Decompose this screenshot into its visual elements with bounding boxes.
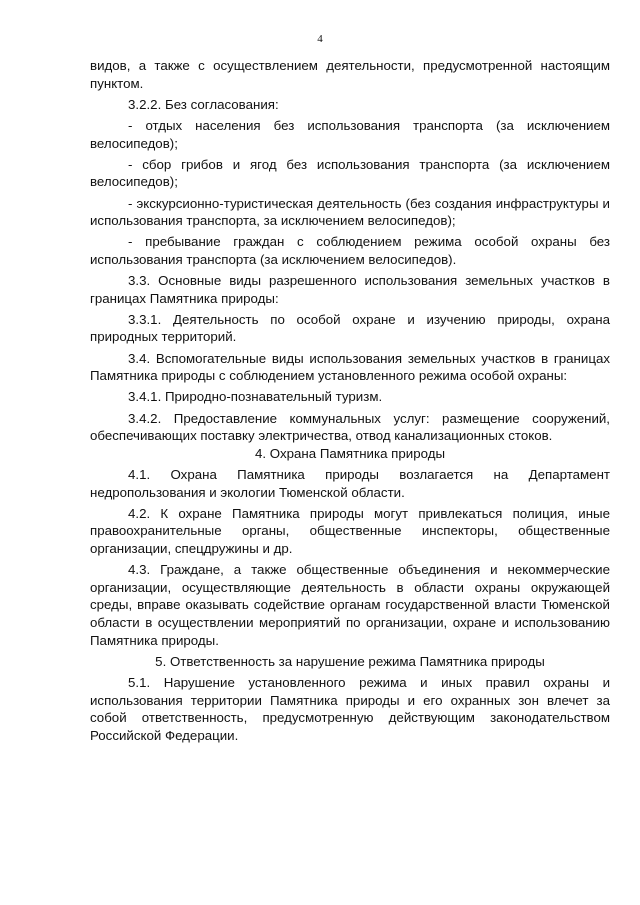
list-item-recreation: - отдых населения без использования транспорта (за исключением велосипедов); [90,117,610,151]
section-heading-4: 4. Охрана Памятника природы [254,445,446,461]
paragraph-3-2-2: 3.2.2. Без согласования: [128,96,279,112]
document-body [90,57,610,748]
paragraph-4-1: 4.1. Охрана Памятника природы возлагается на Департамент недропользования и экологии Тюменской области. [90,467,610,500]
paragraph-5-1: 5.1. Нарушение установленного режима и иных правил охраны и использования территории Памятника природы и его охранных зон влечет за собой ответственность, предусмотренную действующим законодательством Российской Федерации. [90,674,610,743]
list-item-citizen-stay: - пребывание граждан с соблюдением режима особой охраны без использования транспорта (за исключением велосипедов). [90,234,610,267]
page-number: 4 [317,33,323,45]
paragraph-3-4: 3.4. Вспомогательные виды использования земельных участков в границах Памятника природы с соблюдением установленного режима особой охраны: [90,350,610,384]
section-heading-5: 5. Ответственность за нарушение режима Памятника природы [155,653,545,669]
list-item-mushrooms-berries: - сбор грибов и ягод без использования транспорта (за исключением велосипедов); [90,156,610,190]
paragraph-3-4-2: 3.4.2. Предоставление коммунальных услуг: размещение сооружений, обеспечивающих поставку электричества, отвод канализационных стоков. [90,410,610,444]
paragraph-4-2: 4.2. К охране Памятника природы могут привлекаться полиция, иные правоохранительные органы, общественные инспекторы, общественные организации, спецдружины и др. [90,505,610,556]
paragraph-3-3-1: 3.3.1. Деятельность по особой охране и изучению природы, охрана природных территорий. [90,311,610,345]
paragraph-3-3: 3.3. Основные виды разрешенного использования земельных участков в границах Памятника природы: [90,273,610,306]
paragraph-continuation: видов, а также с осуществлением деятельности, предусмотренной настоящим пунктом. [90,58,610,91]
paragraph-4-3: 4.3. Граждане, а также общественные объединения и некоммерческие организации, осуществляющие деятельность в области охраны окружающей среды, вправе оказывать содействие органам государственной власти Тюменской области в осуществлении мероприятий по организации, охране и использованию Памятника природы. [90,562,610,648]
paragraph-3-4-1: 3.4.1. Природно-познавательный туризм. [128,389,383,405]
list-item-excursion-tourism: - экскурсионно-туристическая деятельность (без создания инфраструктуры и использования транспорта, за исключением велосипедов); [90,195,610,229]
